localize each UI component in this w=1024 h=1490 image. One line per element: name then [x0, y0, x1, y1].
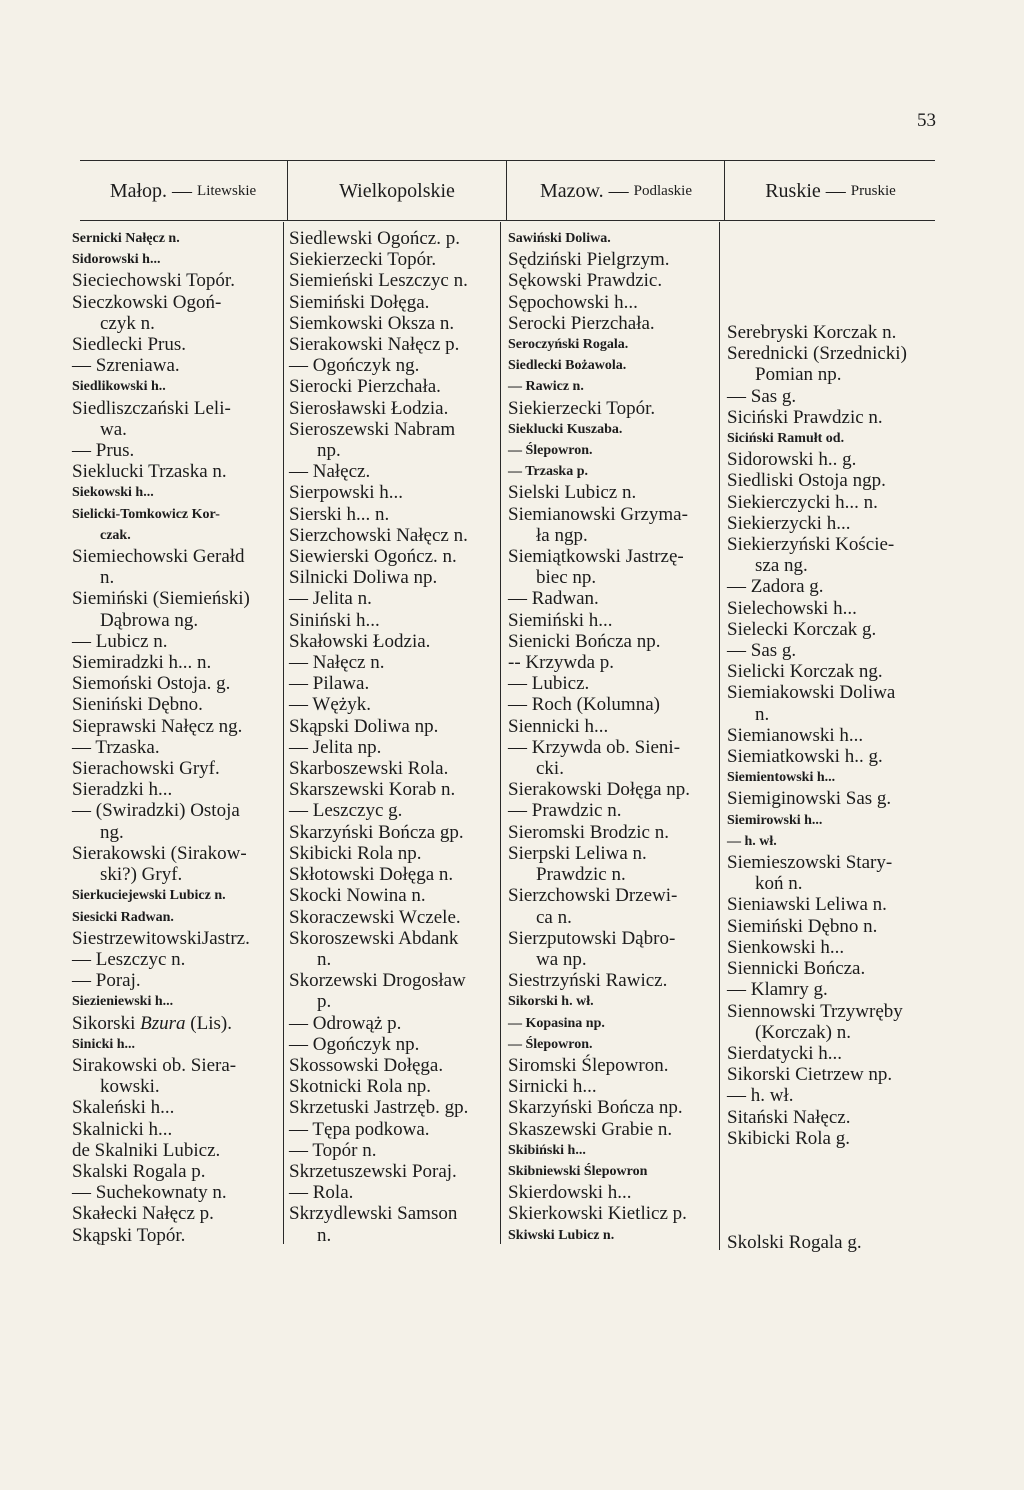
header-mazow-podlaskie: Mazow. — Podlaskie	[539, 179, 693, 202]
entry: Serebryski Korczak n.	[727, 322, 897, 343]
entry: — Ogończyk ng.	[289, 355, 420, 377]
header-main: Małop.	[109, 179, 168, 202]
entry: n.	[100, 567, 115, 589]
entry: Skibicki Rola g.	[727, 1127, 850, 1149]
entry: Skarboszewski Rola.	[289, 758, 449, 780]
entry: Skałecki Nałęcz p.	[72, 1203, 214, 1225]
entry: Sierosławski Łodzia.	[289, 397, 449, 419]
entry: czyk n.	[100, 312, 155, 334]
entry: Sierpski Leliwa n.	[508, 842, 647, 864]
entry: Siemiński Dołęga.	[289, 291, 430, 313]
entry: Sernicki Nałęcz n.	[72, 231, 180, 246]
entry: — Wężyk.	[289, 694, 371, 716]
entry: p.	[317, 991, 332, 1013]
header-main: Mazow.	[539, 179, 604, 202]
column-divider	[719, 222, 720, 1250]
header-sub: Litewskie	[197, 182, 257, 199]
entry: — Pilawa.	[289, 673, 370, 695]
column-divider	[506, 160, 507, 220]
entry: Sieciechowski Topór.	[72, 270, 235, 292]
entry: — Kopasina np.	[508, 1015, 605, 1031]
entry: — Roch (Kolumna)	[508, 694, 660, 716]
entry: Siekierzyński Koście-	[727, 534, 895, 556]
entry: Siedlikowski h..	[72, 379, 166, 395]
entry: Sierakowski Dołęga np.	[508, 779, 691, 801]
entry: Siekowski h...	[72, 485, 154, 501]
column-mazow-podlaskie	[508, 228, 716, 1246]
entry: Skałowski Łodzia.	[289, 630, 431, 652]
header-sub: Pruskie	[850, 182, 896, 199]
entry: Pomian np.	[755, 364, 842, 386]
entry: — Prawdzic n.	[508, 800, 622, 822]
entry: Sieczkowski Ogoń-	[72, 291, 222, 313]
entry: Skibniewski Ślepowron	[508, 1163, 648, 1179]
entry: Skąpski Doliwa np.	[289, 715, 439, 737]
entry: Skaszewski Grabie n.	[508, 1118, 673, 1140]
entry: Sierakowski (Sirakow-	[72, 842, 247, 864]
column-wielkopolskie	[289, 228, 497, 1246]
entry: — Ślepowron.	[508, 443, 593, 459]
entry: Skrzydlewski Samson	[289, 1203, 458, 1225]
page-number: 53	[917, 110, 936, 131]
entry: Sienicki Bończa np.	[508, 630, 661, 652]
entry: Sieroszewski Nabram	[289, 418, 456, 440]
entry: -- Krzywda p.	[508, 652, 615, 674]
entry: np.	[317, 440, 341, 462]
entry: Sieniawski Leliwa n.	[727, 894, 887, 916]
entry: Siennicki Bończa.	[727, 958, 866, 980]
entry: Skoraczewski Wczele.	[289, 906, 461, 928]
entry: Skoroszewski Abdank	[289, 927, 459, 949]
entry: Sikorski Cietrzew np.	[727, 1064, 893, 1086]
entry: Siedlecki Prus.	[72, 334, 186, 356]
entry: Skrzetuski Jastrzęb. gp.	[289, 1097, 469, 1119]
entry: Siemiradzki h... n.	[72, 652, 212, 674]
entry: Siekierzycki h...	[727, 512, 851, 534]
entry: — Sas g.	[727, 640, 797, 662]
entry: — Rola.	[289, 1182, 354, 1204]
entry: Siennicki h...	[508, 715, 609, 737]
column-divider	[500, 222, 501, 1244]
entry: Siemoński Ostoja. g.	[72, 673, 231, 695]
entry: Sierdatycki h...	[727, 1042, 843, 1064]
entry: — Leszczyc g.	[289, 800, 403, 822]
entry: Siemiński (Siemieński)	[72, 588, 250, 610]
entry: Sirakowski ob. Siera-	[72, 1054, 237, 1076]
entry: Sierkuciejewski Lubicz n.	[72, 888, 226, 904]
entry: Sidorowski h...	[72, 252, 161, 268]
entry: — h. wł.	[727, 833, 777, 849]
header-rule-top	[80, 160, 935, 161]
column-divider	[283, 222, 284, 1244]
entry: — Ślepowron.	[508, 1036, 593, 1052]
entry: — Sas g.	[727, 385, 797, 407]
entry: Siedliszczański Leli-	[72, 397, 231, 419]
entry: Sierzchowski Drzewi-	[508, 885, 678, 907]
header-sub: Podlaskie	[633, 182, 693, 199]
entry: Siewierski Ogończ. n.	[289, 546, 457, 568]
entry: Sieklucki Kuszaba.	[508, 421, 623, 437]
entry: Siemieszowski Stary-	[727, 852, 893, 874]
entry: Sirnicki h...	[508, 1076, 597, 1098]
entry: Sierakowski Nałęcz p.	[289, 334, 460, 356]
entry: — Odrowąż p.	[289, 1012, 402, 1034]
entry: — Nałęcz n.	[289, 652, 385, 674]
entry: Siekierzecki Topór.	[289, 249, 437, 271]
header-wielkopolskie	[288, 162, 506, 220]
entry: Silnicki Doliwa np.	[289, 567, 438, 589]
entry: Sieklucki Trzaska n.	[72, 461, 227, 483]
entry: Skorzewski Drogosław	[289, 970, 466, 992]
entry: Siemkowski Oksza n.	[289, 312, 455, 334]
entry: Siemiginowski Sas g.	[727, 788, 892, 810]
entry: Sinicki h...	[72, 1036, 136, 1052]
entry: biec np.	[536, 567, 597, 589]
entry: — Poraj.	[72, 970, 141, 992]
entry: koń n.	[755, 873, 803, 895]
entry: Sielecki Korczak g.	[727, 618, 877, 640]
entry: Siemiechowski Gerałd	[72, 546, 245, 568]
entry: Sieprawski Nałęcz ng.	[72, 715, 243, 737]
entry: Skąpski Topór.	[72, 1224, 186, 1246]
entry: kowski.	[100, 1076, 160, 1098]
entry: Siemiakowski Doliwa	[727, 682, 896, 704]
entry: — (Swiradzki) Ostoja	[72, 800, 240, 822]
entry: Siemiński h...	[508, 609, 613, 631]
column-ruskie-pruskie	[727, 228, 935, 1149]
entry: Skotnicki Rola np.	[289, 1076, 431, 1098]
entry: Sierzchowski Nałęcz n.	[289, 524, 468, 546]
entry: — Szreniawa.	[72, 355, 180, 377]
entry: Siedliski Ostoja ngp.	[727, 470, 886, 492]
entry: Siemiatkowski h.. g.	[727, 746, 883, 768]
entry: de Skalniki Lubicz.	[72, 1139, 221, 1161]
header-malop-litewskie: Małop. — Litewskie	[109, 179, 257, 202]
entry: Dąbrowa ng.	[100, 609, 199, 631]
entry: Sielski Lubicz n.	[508, 482, 637, 504]
entry: ła ngp.	[536, 524, 588, 546]
entry: Serednicki (Srzednicki)	[727, 343, 907, 365]
entry: Seroczyński Rogala.	[508, 337, 629, 353]
entry: Sierski h... n.	[289, 503, 390, 525]
entry: Skrzetuszewski Poraj.	[289, 1160, 457, 1182]
entry: — Klamry g.	[727, 979, 828, 1001]
entry: n.	[317, 948, 332, 970]
entry: Sierzputowski Dąbro-	[508, 927, 676, 949]
entry: Siestrzyński Rawicz.	[508, 970, 668, 992]
entry: wa.	[100, 418, 127, 440]
entry: Siemianowski h...	[727, 724, 864, 746]
entry: Skossowski Dołęga.	[289, 1054, 444, 1076]
entry: Skarzyński Bończa gp.	[289, 821, 464, 843]
entry: Siciński Prawdzic n.	[727, 406, 883, 428]
entry: Skibiński h...	[508, 1142, 586, 1158]
entry: Siekierzecki Topór.	[508, 397, 656, 419]
entry: — Trzaska p.	[508, 464, 588, 480]
entry: Skocki Nowina n.	[289, 885, 426, 907]
entry: Siemiński Dębno n.	[727, 915, 878, 937]
entry: Sieradzki h...	[72, 779, 173, 801]
entry: Siekierczycki h... n.	[727, 491, 878, 513]
entry: — Zadora g.	[727, 576, 824, 598]
entry: Sielicki Korczak ng.	[727, 661, 883, 683]
entry: sza ng.	[755, 555, 808, 577]
entry: — h. wł.	[727, 1085, 794, 1107]
entry: ski?) Gryf.	[100, 864, 183, 886]
entry: Siemieński Leszczyc n.	[289, 270, 468, 292]
entry: Sękowski Prawdzic.	[508, 270, 663, 292]
entry: Siromski Ślepowron.	[508, 1054, 669, 1076]
entry: n.	[755, 703, 770, 725]
entry: Skarszewski Korab n.	[289, 779, 456, 801]
entry: Skolski Rogala g.	[727, 1232, 862, 1253]
entry: Prawdzic n.	[536, 864, 626, 886]
entry: czak.	[100, 527, 131, 543]
entry: Siemientowski h...	[727, 770, 836, 786]
entry: — Radwan.	[508, 588, 599, 610]
entry: — Prus.	[72, 440, 135, 462]
entry: Siemiątkowski Jastrzę-	[508, 546, 684, 568]
entry: Sikorski h. wł.	[508, 994, 594, 1010]
entry: Siniński h...	[289, 609, 380, 631]
column-divider	[724, 160, 725, 220]
entry: Siemianowski Grzyma-	[508, 503, 688, 525]
entry: — Suchekownaty n.	[72, 1182, 227, 1204]
entry: Skierdowski h...	[508, 1182, 632, 1204]
entry: Sielechowski h...	[727, 597, 857, 619]
entry: Skalnicki h...	[72, 1118, 173, 1140]
entry: — Leszczyc n.	[72, 948, 186, 970]
entry: Sawiński Doliwa.	[508, 231, 611, 246]
column-malop-litewskie	[72, 228, 280, 1246]
entry: SiestrzewitowskiJastrz.	[72, 927, 250, 949]
entry: — Lubicz n.	[72, 630, 168, 652]
entry: ca n.	[536, 906, 572, 928]
entry: Skaleński h...	[72, 1097, 175, 1119]
entry: Sielicki-Tomkowicz Kor-	[72, 506, 220, 522]
entry: Siennowski Trzywręby	[727, 1000, 903, 1022]
entry: Skalski Rogala p.	[72, 1160, 206, 1182]
entry: — Jelita np.	[289, 736, 382, 758]
entry: — Ogończyk np.	[289, 1033, 420, 1055]
entry: Siedlewski Ogończ. p.	[289, 228, 460, 249]
entry: Sienkowski h...	[727, 936, 845, 958]
header-ruskie-pruskie: Ruskie — Pruskie	[765, 179, 896, 202]
entry: Sierachowski Gryf.	[72, 758, 220, 780]
entry: ng.	[100, 821, 124, 843]
entry: Skarzyński Bończa np.	[508, 1097, 683, 1119]
entry: Sępochowski h...	[508, 291, 638, 313]
entry: — Topór n.	[289, 1139, 377, 1161]
entry: — Nałęcz.	[289, 461, 371, 483]
entry: — Trzaska.	[72, 736, 160, 758]
entry: — Rawicz n.	[508, 379, 584, 395]
entry: — Jelita n.	[289, 588, 372, 610]
entry: (Korczak) n.	[755, 1021, 852, 1043]
entry: Siemirowski h...	[727, 812, 823, 828]
entry: Siedlecki Bożawola.	[508, 358, 627, 374]
column-divider	[287, 160, 288, 220]
entry: — Krzywda ob. Sieni-	[508, 736, 681, 758]
entry: Skibicki Rola np.	[289, 842, 422, 864]
header-main: Wielkopolskie	[339, 179, 455, 202]
entry: Serocki Pierzchała.	[508, 312, 655, 334]
entry: Sieniński Dębno.	[72, 694, 203, 716]
entry: wa np.	[536, 948, 587, 970]
entry: — Tępa podkowa.	[289, 1118, 430, 1140]
entry: Sidorowski h.. g.	[727, 449, 857, 471]
entry: Skiwski Lubicz n.	[508, 1227, 615, 1243]
entry: Sierocki Pierzchała.	[289, 376, 441, 398]
entry: Siciński Ramułt od.	[727, 431, 845, 447]
entry: cki.	[536, 758, 564, 780]
header-main: Ruskie	[765, 179, 821, 202]
entry: Skłotowski Dołęga n.	[289, 864, 454, 886]
entry: Sieromski Brodzic n.	[508, 821, 669, 843]
header-rule-bottom	[80, 220, 935, 221]
entry: Sędziński Pielgrzym.	[508, 249, 670, 271]
entry: Siesicki Radwan.	[72, 909, 174, 925]
entry: Sierpowski h...	[289, 482, 403, 504]
entry: n.	[317, 1224, 332, 1246]
entry: — Lubicz.	[508, 673, 590, 695]
entry: Sikorski Bzura (Lis).	[72, 1012, 232, 1034]
entry: Sitański Nałęcz.	[727, 1106, 851, 1128]
entry: Skierkowski Kietlicz p.	[508, 1203, 687, 1225]
entry: Siezieniewski h...	[72, 994, 174, 1010]
